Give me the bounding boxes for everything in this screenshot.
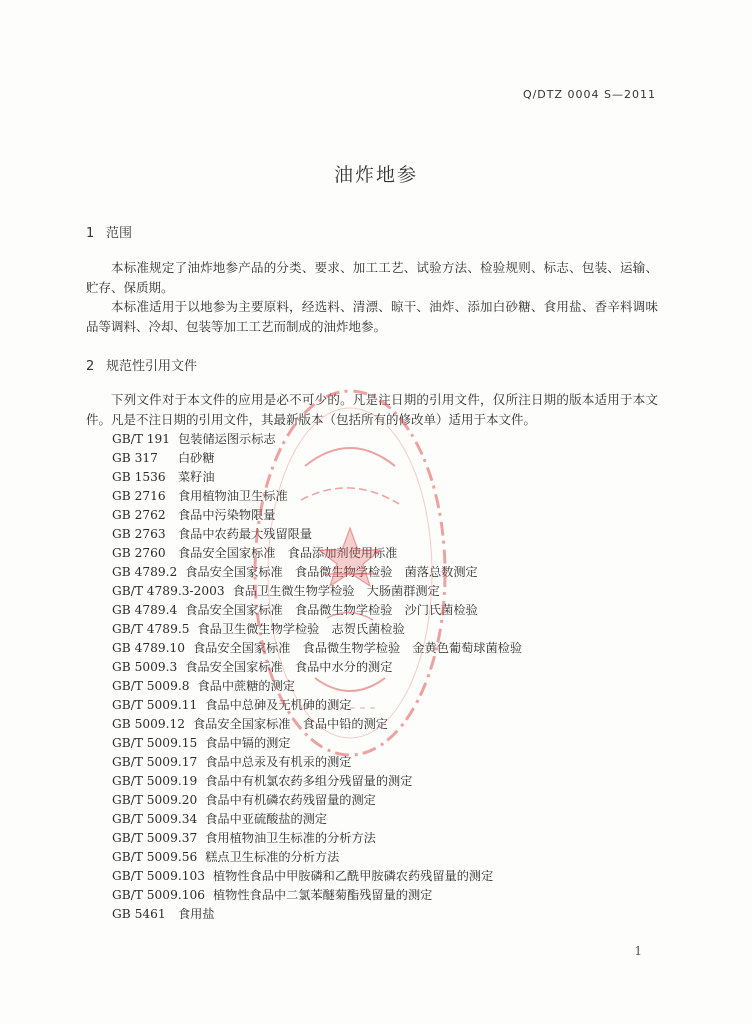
reference-item	[112, 449, 522, 468]
reference-name: 食品中总砷及无机砷的测定	[205, 698, 352, 712]
reference-code: GB 1536	[112, 470, 166, 484]
reference-name: 食用植物油卫生标准的分析方法	[205, 831, 376, 845]
reference-name: 食品中有机氯农药多组分残留量的测定	[205, 774, 413, 788]
document-title: 油炸地参	[333, 164, 418, 186]
reference-item	[112, 753, 522, 772]
reference-code: GB 4789.4	[112, 603, 178, 617]
references-intro-paragraph: 下列文件对于本文件的应用是必不可少的。凡是注日期的引用文件，仅所注日期的版本适用于本文件。凡是不注日期的引用文件，其最新版本（包括所有的修改单）适用于本文件。	[86, 392, 658, 427]
reference-code: GB 4789.2	[112, 565, 178, 579]
reference-code: GB 5009.3	[112, 660, 178, 674]
section-title: 范围	[106, 226, 133, 241]
reference-item	[112, 544, 522, 563]
reference-item	[112, 791, 522, 810]
standard-code: Q/DTZ 0004 S—2011	[522, 88, 656, 101]
reference-item	[112, 620, 522, 639]
reference-item	[112, 886, 522, 905]
reference-code: GB/T 5009.34	[112, 812, 198, 826]
reference-item	[112, 601, 522, 620]
reference-name: 食品安全国家标准 食品微生物学检验 沙门氏菌检验	[185, 603, 478, 617]
reference-code: GB/T 5009.15	[112, 736, 198, 750]
reference-code: GB 2763	[112, 527, 166, 541]
reference-item	[112, 487, 522, 506]
reference-item	[112, 848, 522, 867]
scope-paragraph-2: 本标准适用于以地参为主要原料，经选料、清漂、晾干、油炸、添加白砂糖、食用盐、香辛料调味品等调料、冷却、包装等加工工艺而制成的油炸地参。	[86, 299, 658, 334]
reference-code: GB 2762	[112, 508, 166, 522]
reference-item	[112, 639, 522, 658]
reference-name: 食品中农药最大残留限量	[178, 527, 313, 541]
reference-code: GB/T 5009.103	[112, 869, 205, 883]
reference-item	[112, 734, 522, 753]
reference-item	[112, 525, 522, 544]
reference-name: 食品安全国家标准 食品中水分的测定	[185, 660, 393, 674]
reference-code: GB/T 5009.8	[112, 679, 190, 693]
reference-name: 植物性食品中甲胺磷和乙酰甲胺磷农药残留量的测定	[212, 869, 494, 883]
reference-name: 食品中总汞及有机汞的测定	[205, 755, 352, 769]
page-number: 1	[634, 944, 642, 958]
reference-name: 食品中镉的测定	[205, 736, 291, 750]
reference-name: 食品卫生微生物学检验 志贺氏菌检验	[197, 622, 405, 636]
reference-item	[112, 468, 522, 487]
section-number: 1	[86, 226, 95, 241]
reference-code: GB/T 5009.106	[112, 888, 205, 902]
reference-name: 食品安全国家标准 食品微生物学检验 金黄色葡萄球菌检验	[192, 641, 523, 655]
reference-code: GB 5009.12	[112, 717, 185, 731]
reference-code: GB/T 5009.11	[112, 698, 198, 712]
reference-item	[112, 810, 522, 829]
reference-item	[112, 582, 522, 601]
reference-item	[112, 506, 522, 525]
reference-item	[112, 715, 522, 734]
reference-name: 食品中蔗糖的测定	[197, 679, 295, 693]
reference-name: 菜籽油	[178, 470, 215, 484]
reference-code: GB/T 5009.20	[112, 793, 198, 807]
reference-code: GB/T 5009.56	[112, 850, 198, 864]
reference-item	[112, 430, 522, 449]
reference-name: 食品安全国家标准 食品中铅的测定	[192, 717, 388, 731]
section-title: 规范性引用文件	[106, 359, 198, 374]
section-heading-normative-references	[86, 355, 197, 374]
reference-code: GB/T 5009.37	[112, 831, 198, 845]
reference-list	[112, 430, 522, 924]
reference-code: GB 5461	[112, 907, 166, 921]
reference-code: GB/T 191	[112, 432, 171, 446]
reference-code: GB 317	[112, 451, 158, 465]
reference-item	[112, 696, 522, 715]
reference-code: GB/T 4789.3-2003	[112, 584, 225, 598]
reference-code: GB/T 5009.17	[112, 755, 198, 769]
reference-item	[112, 658, 522, 677]
reference-code: GB 2716	[112, 489, 166, 503]
scope-paragraph-1: 本标准规定了油炸地参产品的分类、要求、加工工艺、试验方法、检验规则、标志、包装、运输、贮存、保质期。	[86, 260, 658, 295]
reference-name: 白砂糖	[178, 451, 215, 465]
reference-name: 食品安全国家标准 食品微生物学检验 菌落总数测定	[185, 565, 478, 579]
reference-name: 食用植物油卫生标准	[178, 489, 288, 503]
reference-name: 糕点卫生标准的分析方法	[205, 850, 340, 864]
reference-code: GB/T 4789.5	[112, 622, 190, 636]
reference-code: GB 2760	[112, 546, 166, 560]
reference-name: 植物性食品中二氯苯醚菊酯残留量的测定	[212, 888, 433, 902]
reference-name: 食品中有机磷农药残留量的测定	[205, 793, 376, 807]
reference-item	[112, 677, 522, 696]
reference-name: 食品中污染物限量	[178, 508, 276, 522]
reference-item	[112, 563, 522, 582]
reference-name: 食品中亚硫酸盐的测定	[205, 812, 328, 826]
reference-name: 包装储运图示标志	[178, 432, 276, 446]
reference-item	[112, 867, 522, 886]
reference-item	[112, 829, 522, 848]
reference-name: 食品安全国家标准 食品添加剂使用标准	[178, 546, 398, 560]
section-number: 2	[86, 359, 95, 374]
reference-name: 食用盐	[178, 907, 215, 921]
section-heading-scope	[86, 222, 132, 241]
reference-name: 食品卫生微生物学检验 大肠菌群测定	[232, 584, 440, 598]
reference-item	[112, 905, 522, 924]
reference-code: GB 4789.10	[112, 641, 185, 655]
reference-item	[112, 772, 522, 791]
reference-code: GB/T 5009.19	[112, 774, 198, 788]
